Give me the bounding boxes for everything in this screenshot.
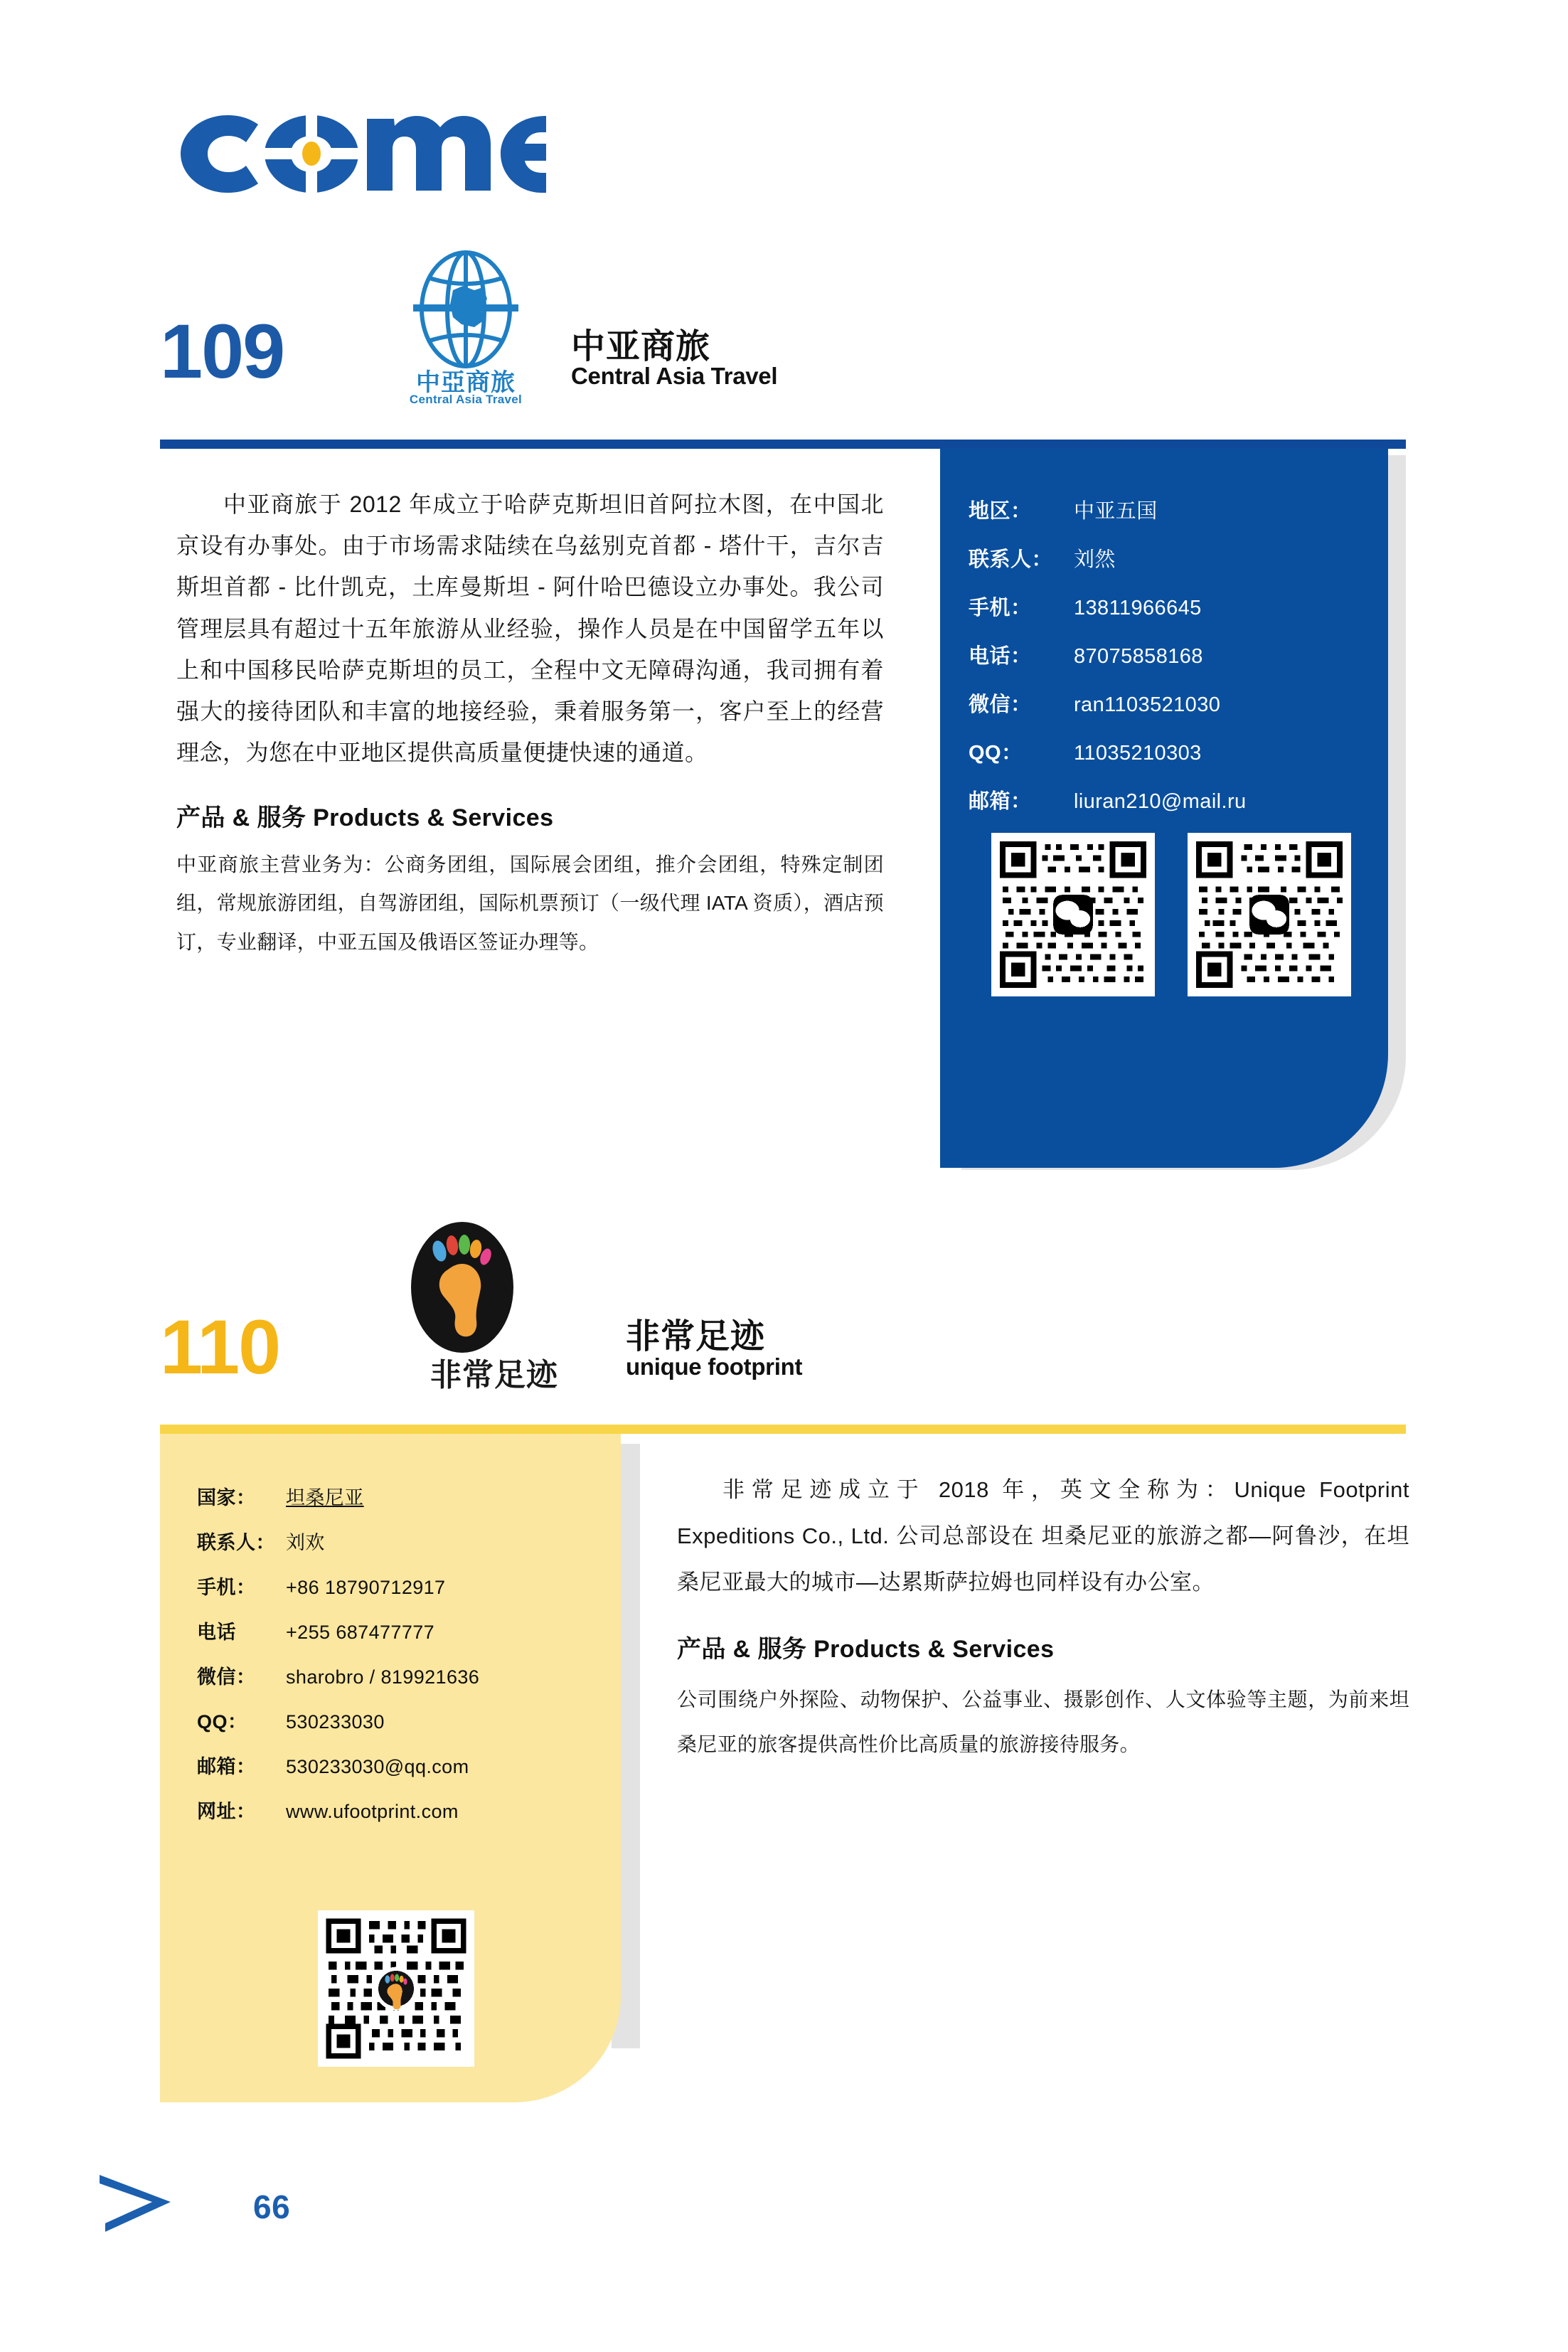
entry-number-110: 110 (160, 1304, 280, 1390)
value-region: 中亚五国 (1074, 500, 1158, 523)
wechat-qr-2 (1188, 833, 1351, 996)
entry-header-110 (160, 1220, 1412, 1405)
unique-footprint-logo-cn: 非常足迹 (430, 1358, 558, 1393)
label-phone: 电话： (969, 645, 1032, 668)
value-contact-person: 刘然 (1074, 548, 1116, 571)
contact-row-wechat-110 (197, 1661, 609, 1689)
contact-row-contact-person-110 (197, 1527, 609, 1555)
value-mobile: 13811966645 (1074, 597, 1202, 619)
intro-text-109: 中亚商旅于 2012 年成立于哈萨克斯坦旧首阿拉木图，在中国北京设有办事处。由于市场需求陆续在乌兹别克首都 - 塔什干，吉尔吉斯坦首都 - 比什凯克，土库曼斯坦 - 阿什哈巴德设立办事处。我公司管理层具有超过十五年旅游从业经验，操作人员是在中国留学五年以上和中国移民哈萨克斯坦的员工，全程中文无障碍沟通，我司拥有着强大的接待团队和丰富的地接经验，秉着服务第一，客户至上的经营理念，为您在中亚地区提供高质量便捷快速的通道。 (176, 491, 884, 766)
value-country: 坦桑尼亚 (286, 1487, 364, 1508)
value-contact-person-110: 刘欢 (286, 1532, 325, 1553)
label-email: 邮箱： (969, 790, 1032, 813)
chevron-right-icon (91, 2162, 226, 2240)
contact-row-email (969, 785, 1367, 814)
contact-row-website-110 (197, 1796, 609, 1824)
entry-body-110 (677, 1467, 1409, 1767)
footprint-icon (405, 1220, 519, 1355)
come-logo (176, 107, 546, 199)
company-name-en-110: unique footprint (626, 1353, 803, 1380)
label-contact-person-110: 联系人： (197, 1532, 275, 1553)
label-contact-person: 联系人： (969, 548, 1053, 571)
entry-number-109: 109 (160, 308, 284, 394)
entry-body-109 (176, 484, 884, 962)
products-text-109: 中亚商旅主营业务为：公商务团组，国际展会团组，推介会团组，特殊定制团组，常规旅游团组，自驾游团组，国际机票预订（一级代理 IATA 资质），酒店预订，专业翻译，中亚五国及俄语区签证办理等。 (176, 853, 884, 953)
contact-row-qq (969, 737, 1367, 766)
label-mobile: 手机： (969, 597, 1032, 619)
contact-row-phone (969, 640, 1367, 669)
company-name-cn-109: 中亚商旅 (571, 328, 711, 366)
label-qq-110: QQ： (197, 1711, 247, 1733)
contact-row-wechat (969, 688, 1367, 718)
wechat-qr-1 (991, 833, 1155, 996)
value-email: liuran210@mail.ru (1074, 790, 1247, 813)
contact-row-country (197, 1482, 609, 1510)
contact-row-contact-person (969, 543, 1367, 573)
divider-rule-yellow (160, 1425, 1406, 1434)
value-phone-110: +255 687477777 (286, 1622, 435, 1643)
wechat-qr-footprint (318, 1910, 474, 2067)
label-mobile-110: 手机： (197, 1577, 256, 1598)
value-website-110: www.ufootprint.com (286, 1801, 459, 1822)
value-qq-110: 530233030 (286, 1711, 385, 1733)
label-region: 地区： (969, 500, 1032, 523)
contact-row-mobile-110 (197, 1572, 609, 1600)
label-wechat: 微信： (969, 693, 1032, 716)
value-wechat-110: sharobro / 819921636 (286, 1666, 480, 1688)
contact-fields-109 (969, 495, 1367, 834)
intro-text-110: 非常足迹成立于 2018 年，英文全称为：Unique Footprint Expeditions Co., Ltd. 公司总部设在 坦桑尼亚的旅游之都—阿鲁沙，在坦桑尼亚最大的城市—达累斯萨拉姆也同样设有办公室。 (677, 1477, 1409, 1595)
value-email-110: 530233030@qq.com (286, 1756, 469, 1777)
qr-code-group-110 (318, 1910, 474, 2067)
company-name-en-109: Central Asia Travel (571, 363, 778, 389)
page-number: 66 (253, 2188, 291, 2225)
company-name-cn-110: 非常足迹 (626, 1318, 766, 1356)
value-wechat: ran1103521030 (1074, 693, 1221, 716)
products-heading-109: 产品 & 服务 Products & Services (176, 804, 554, 831)
central-asia-logo-cn: 中亞商旅 (416, 369, 516, 396)
contact-row-mobile (969, 592, 1367, 621)
value-qq: 11035210303 (1074, 742, 1202, 765)
label-qq: QQ： (969, 742, 1023, 765)
products-text-110: 公司围绕户外探险、动物保护、公益事业、摄影创作、人文体验等主题，为前来坦桑尼亚的旅客提供高性价比高质量的旅游接待服务。 (677, 1688, 1409, 1756)
value-mobile-110: +86 18790712917 (286, 1577, 446, 1598)
contact-row-email-110 (197, 1751, 609, 1779)
unique-footprint-logo (405, 1220, 583, 1355)
label-phone-110: 电话 (197, 1622, 236, 1643)
central-asia-logo-en: Central Asia Travel (409, 393, 523, 406)
label-country: 国家： (197, 1487, 256, 1508)
label-website-110: 网址： (197, 1801, 256, 1822)
page-footer (91, 2162, 375, 2247)
contact-row-qq-110 (197, 1706, 609, 1734)
value-phone: 87075858168 (1074, 645, 1203, 668)
contact-row-region (969, 495, 1367, 524)
qr-code-group-109 (991, 833, 1351, 996)
label-email-110: 邮箱： (197, 1756, 256, 1777)
label-wechat-110: 微信： (197, 1666, 256, 1688)
products-heading-110: 产品 & 服务 Products & Services (677, 1636, 1055, 1664)
contact-panel-110 (160, 1434, 621, 2102)
contact-row-phone-110 (197, 1617, 609, 1644)
entry-header-109 (160, 235, 1412, 413)
divider-rule-blue (160, 440, 1406, 449)
contact-panel-109 (940, 449, 1388, 1168)
contact-fields-110 (197, 1482, 609, 1841)
